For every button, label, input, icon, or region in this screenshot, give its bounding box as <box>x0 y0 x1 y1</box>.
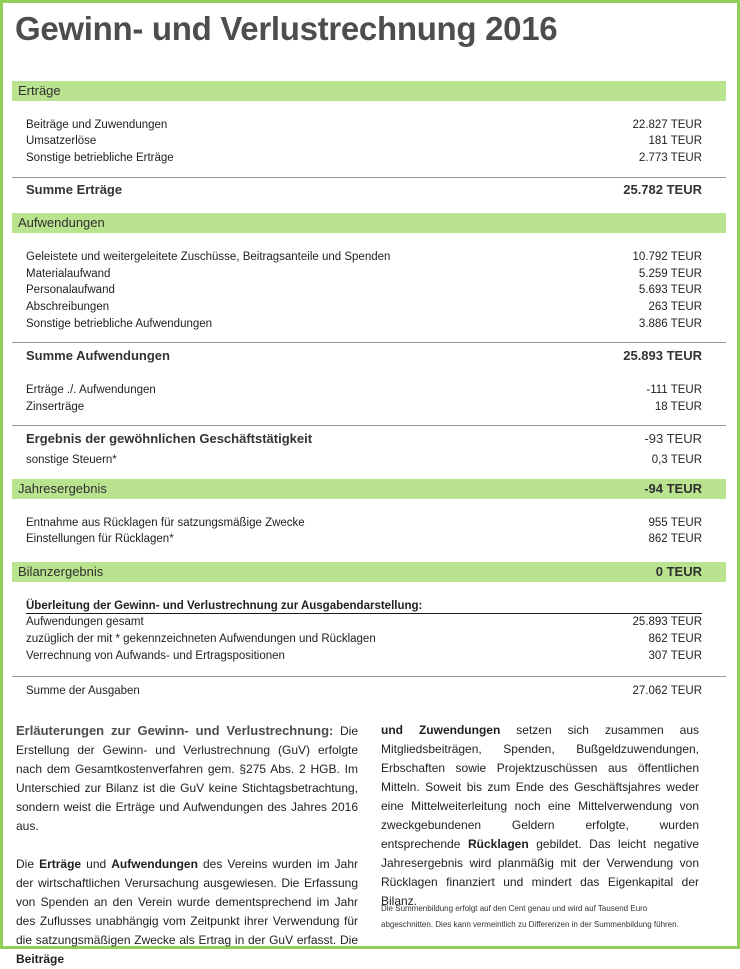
sum-row <box>26 348 702 364</box>
divider <box>12 676 726 677</box>
paragraph <box>16 721 358 836</box>
table-row <box>26 399 702 415</box>
section-header-label: Erträge <box>18 83 61 98</box>
page-title: Gewinn- und Verlustrechnung 2016 <box>15 10 558 47</box>
sum-value: 25.782 TEUR <box>623 182 702 197</box>
sum-label: Ergebnis der gewöhnlichen Geschäftstätigkeit <box>26 431 313 446</box>
emphasis: Beiträge <box>16 952 65 966</box>
divider <box>12 177 726 178</box>
row-label: Sonstige betriebliche Aufwendungen <box>26 318 213 330</box>
ueberleitung-heading <box>26 598 702 614</box>
paragraph-text: und <box>81 857 112 871</box>
row-label: Erträge ./. Aufwendungen <box>26 384 156 396</box>
text-column-right <box>381 721 699 911</box>
row-label: Abschreibungen <box>26 301 110 313</box>
row-label: zuzüglich der mit * gekennzeichneten Aufwendungen und Rücklagen <box>26 633 376 645</box>
table-row <box>26 117 702 133</box>
row-value: 10.792 TEUR <box>632 251 702 263</box>
row-label: Geleistete und weitergeleitete Zuschüsse, Beitragsanteile und Spenden <box>26 251 391 263</box>
table-row <box>26 531 702 547</box>
divider <box>12 425 726 426</box>
paragraph <box>16 855 358 969</box>
sum-value: -93 TEUR <box>644 431 702 446</box>
section-header-aufwendungen <box>12 213 726 233</box>
sum-label: Summe Erträge <box>26 182 123 197</box>
table-row <box>26 515 702 531</box>
table-row <box>26 266 702 282</box>
table-row <box>26 631 702 647</box>
table-row <box>26 316 702 332</box>
row-label: Entnahme aus Rücklagen für satzungsmäßige Zwecke <box>26 517 305 529</box>
paragraph <box>381 721 699 911</box>
paragraph-text: gebildet. Das leicht negative Jahresergebnis wird planmäßig mit der Verwendung von Rücklagen finanziert und mindert das Eigenkapital der Bilanz. <box>381 837 699 908</box>
row-label: Materialaufwand <box>26 268 111 280</box>
row-value: 263 TEUR <box>648 301 702 313</box>
row-label: sonstige Steuern* <box>26 454 117 466</box>
row-label: Verrechnung von Aufwands- und Ertragspositionen <box>26 650 285 662</box>
row-label: Personalaufwand <box>26 284 115 296</box>
section-header-value: 0 TEUR <box>655 564 702 579</box>
ergebnis-row <box>26 431 702 447</box>
row-value: 22.827 TEUR <box>632 119 702 131</box>
table-row <box>26 452 702 468</box>
section-header-bilanzergebnis <box>12 562 726 582</box>
row-label: Einstellungen für Rücklagen* <box>26 533 174 545</box>
row-value: 181 TEUR <box>648 135 702 147</box>
emphasis: Erträge <box>39 857 82 871</box>
row-value: 2.773 TEUR <box>638 152 702 164</box>
row-label: Beiträge und Zuwendungen <box>26 119 168 131</box>
row-value: 5.693 TEUR <box>638 284 702 296</box>
section-header-jahresergebnis <box>12 479 726 499</box>
table-row <box>26 150 702 166</box>
table-row <box>26 614 702 630</box>
paragraph-text: setzen sich zusammen aus Mitgliedsbeiträgen, Spenden, Bußgeldzuwendungen, Erbschaften sowie Projektzuschüssen aus öffentlichen Mitteln. Soweit bis zum Ende des Geschäftsjahres weder eine Mittelweiterleitung noch eine Mittelverwendung von zweckgebundenen Geldern erfolgte, wurden entsprechende <box>381 723 699 851</box>
emphasis: Rücklagen <box>467 837 529 851</box>
sum-value: 25.893 TEUR <box>623 348 702 363</box>
row-value: 307 TEUR <box>648 650 702 662</box>
footnote: Die Summenbildung erfolgt auf den Cent genau und wird auf Tausend Euro abgeschnitten. Dies kann vermeintlich zu Differenzen in der Summenbildung führen. <box>381 904 679 929</box>
section-header-label: Bilanzergebnis <box>18 564 104 579</box>
row-value: 955 TEUR <box>648 517 702 529</box>
row-value: 5.259 TEUR <box>638 268 702 280</box>
table-row <box>26 282 702 298</box>
table-row <box>26 648 702 664</box>
row-label: Umsatzerlöse <box>26 135 97 147</box>
paragraph-text: des Vereins wurden im Jahr der wirtschaftlichen Verursachung ausgewiesen. Die Erfassung von Spenden an den Verein wurde dementsprechend im Jahr des Zuflusses unabhängig vom Zeitpunkt ihrer Verwendung für die satzungsmäßigen Zwecke als Ertrag in der GuV erfasst. Die <box>16 857 358 947</box>
section-header-label: Jahresergebnis <box>18 481 107 496</box>
explanation-heading: Erläuterungen zur Gewinn- und Verlustrechnung: <box>16 723 334 738</box>
row-label: Sonstige betriebliche Erträge <box>26 152 174 164</box>
row-label: Überleitung der Gewinn- und Verlustrechnung zur Ausgabendarstellung: <box>26 600 423 612</box>
sum-label: Summe der Ausgaben <box>26 685 140 697</box>
row-value: 862 TEUR <box>648 533 702 545</box>
sum-label: Summe Aufwendungen <box>26 348 170 363</box>
section-header-ertraege <box>12 81 726 101</box>
row-value: 862 TEUR <box>648 633 702 645</box>
row-label: Zinserträge <box>26 401 85 413</box>
row-value: 25.893 TEUR <box>632 616 702 628</box>
divider <box>12 342 726 343</box>
row-label: Aufwendungen gesamt <box>26 616 144 628</box>
table-row <box>26 382 702 398</box>
sum-row <box>26 182 702 198</box>
section-header-label: Aufwendungen <box>18 215 105 230</box>
row-value: 3.886 TEUR <box>638 318 702 330</box>
table-row <box>26 133 702 149</box>
emphasis: und Zuwendungen <box>381 723 501 737</box>
text-column-left <box>16 721 358 969</box>
section-header-value: -94 TEUR <box>644 481 702 496</box>
paragraph-text: Die <box>16 857 40 871</box>
emphasis: Aufwendungen <box>111 857 198 871</box>
table-row <box>26 299 702 315</box>
row-value: -111 TEUR <box>646 384 702 396</box>
row-value: 18 TEUR <box>654 401 702 413</box>
sum-row <box>26 683 702 699</box>
paragraph-text: Die Erstellung der Gewinn- und Verlustrechnung (GuV) erfolgte nach dem Gesamtkostenverfahren gem. §275 Abs. 2 HGB. Im Unterschied zur Bilanz ist die GuV keine Stichtagsbetrachtung, sondern weist die Erträge und Aufwendungen des Jahres 2016 aus. <box>16 724 358 833</box>
row-value: 0,3 TEUR <box>651 454 702 466</box>
table-row <box>26 249 702 265</box>
sum-value: 27.062 TEUR <box>632 685 702 697</box>
